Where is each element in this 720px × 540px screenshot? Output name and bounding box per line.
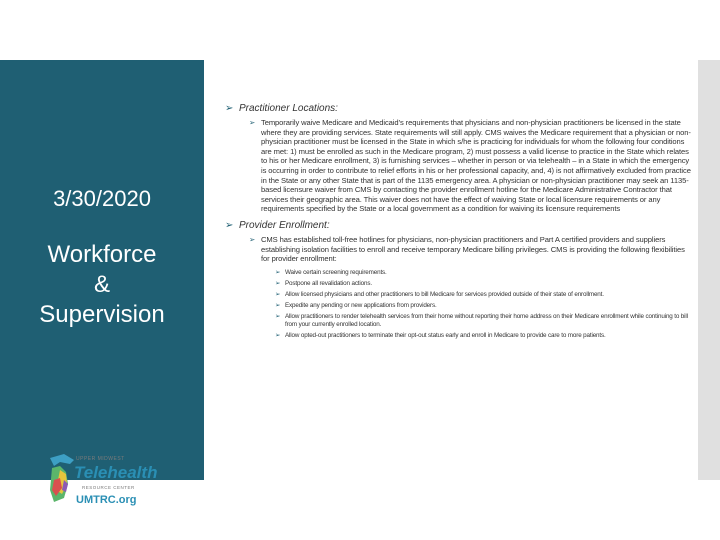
arrow-bullet-icon: ➢ (275, 279, 281, 287)
list-subitem: ➢ Postpone all revalidation actions. (275, 279, 372, 287)
logo-main-text: Telehealth (74, 463, 158, 482)
arrow-bullet-icon: ➢ (275, 312, 281, 320)
list-item: ➢ Temporarily waive Medicare and Medicaid’s requirements that physicians and non-physician practitioners be licensed in the state where they are providing services. State requirements will still apply. CMS waives the Medicare requirement that a physician or non-physician practitioner must be licensed in the State in which s/he is practicing for individuals for whom the following four conditions are met: 1) must be enrolled as such in the Medicare program, 2) must possess a valid license to practice in the State which relates to his or her Medicare enrollment, 3) is furnishing services – whether in person or via telehealth – in a State in which the emergency is occurring in order to contribute to relief efforts in his or her professional capacity, and, 4) is not affirmatively excluded from practice in the State or any other State that is part of the 1135 emergency area. A physician or non-physician practitioner may seek an 1135-based licensure waiver from CMS by contacting the provider enrollment hotline for the Medicare Administrative Contractor that services their geographic area. This waiver does not have the effect of waiving State or local licensure requirements or any requirements specified by the State or a local government as a condition for waiving its licensure requirements (249, 118, 691, 214)
arrow-bullet-icon: ➢ (249, 118, 256, 127)
title-line-3: Supervision (39, 301, 165, 328)
list-subitem: ➢ Waive certain screening requirements. (275, 268, 387, 276)
logo-subtext: RESOURCE CENTER (82, 485, 135, 490)
arrow-bullet-icon: ➢ (249, 234, 256, 244)
arrow-bullet-icon: ➢ (225, 103, 234, 114)
arrow-bullet-icon: ➢ (275, 290, 281, 298)
list-subitem: ➢ Allow practitioners to render telehealth services from their home without reporting their home address on their Medicare enrollment while continuing to bill from your currently enrolled location. (275, 312, 688, 328)
section-heading-provider-enrollment: ➢ Provider Enrollment: (225, 219, 330, 231)
arrow-bullet-icon: ➢ (275, 268, 281, 276)
slide-date: 3/30/2020 (53, 186, 151, 211)
arrow-bullet-icon: ➢ (225, 219, 234, 231)
logo-banner: UPPER MIDWEST (76, 456, 125, 462)
section-heading-practitioner-locations: ➢ Practitioner Locations: (225, 103, 338, 114)
list-subitem: ➢ Expedite any pending or new applications from providers. (275, 301, 437, 309)
slide-body (225, 102, 695, 340)
arrow-bullet-icon: ➢ (275, 331, 281, 339)
list-subitem: ➢ Allow licensed physicians and other practitioners to bill Medicare for services provided outside of their state of enrollment. (275, 290, 604, 298)
slide-title (0, 240, 204, 330)
umtrc-logo (46, 442, 156, 518)
title-line-1: Workforce (47, 241, 157, 268)
logo-url: UMTRC.org (76, 494, 137, 506)
right-accent-bar (698, 60, 720, 480)
list-subitem: ➢ Allow opted-out practitioners to terminate their opt-out status early and enroll in Medicare to provide care to more patients. (275, 331, 606, 339)
list-item: ➢ CMS has established toll-free hotlines for physicians, non-physician practitioners and Part A certified providers and suppliers establishing isolation facilities to enroll and receive temporary Medicare billing privileges. CMS is providing the following flexibilities for provider enrollment: (249, 234, 685, 264)
title-line-2: & (93, 271, 110, 298)
arrow-bullet-icon: ➢ (275, 301, 281, 309)
